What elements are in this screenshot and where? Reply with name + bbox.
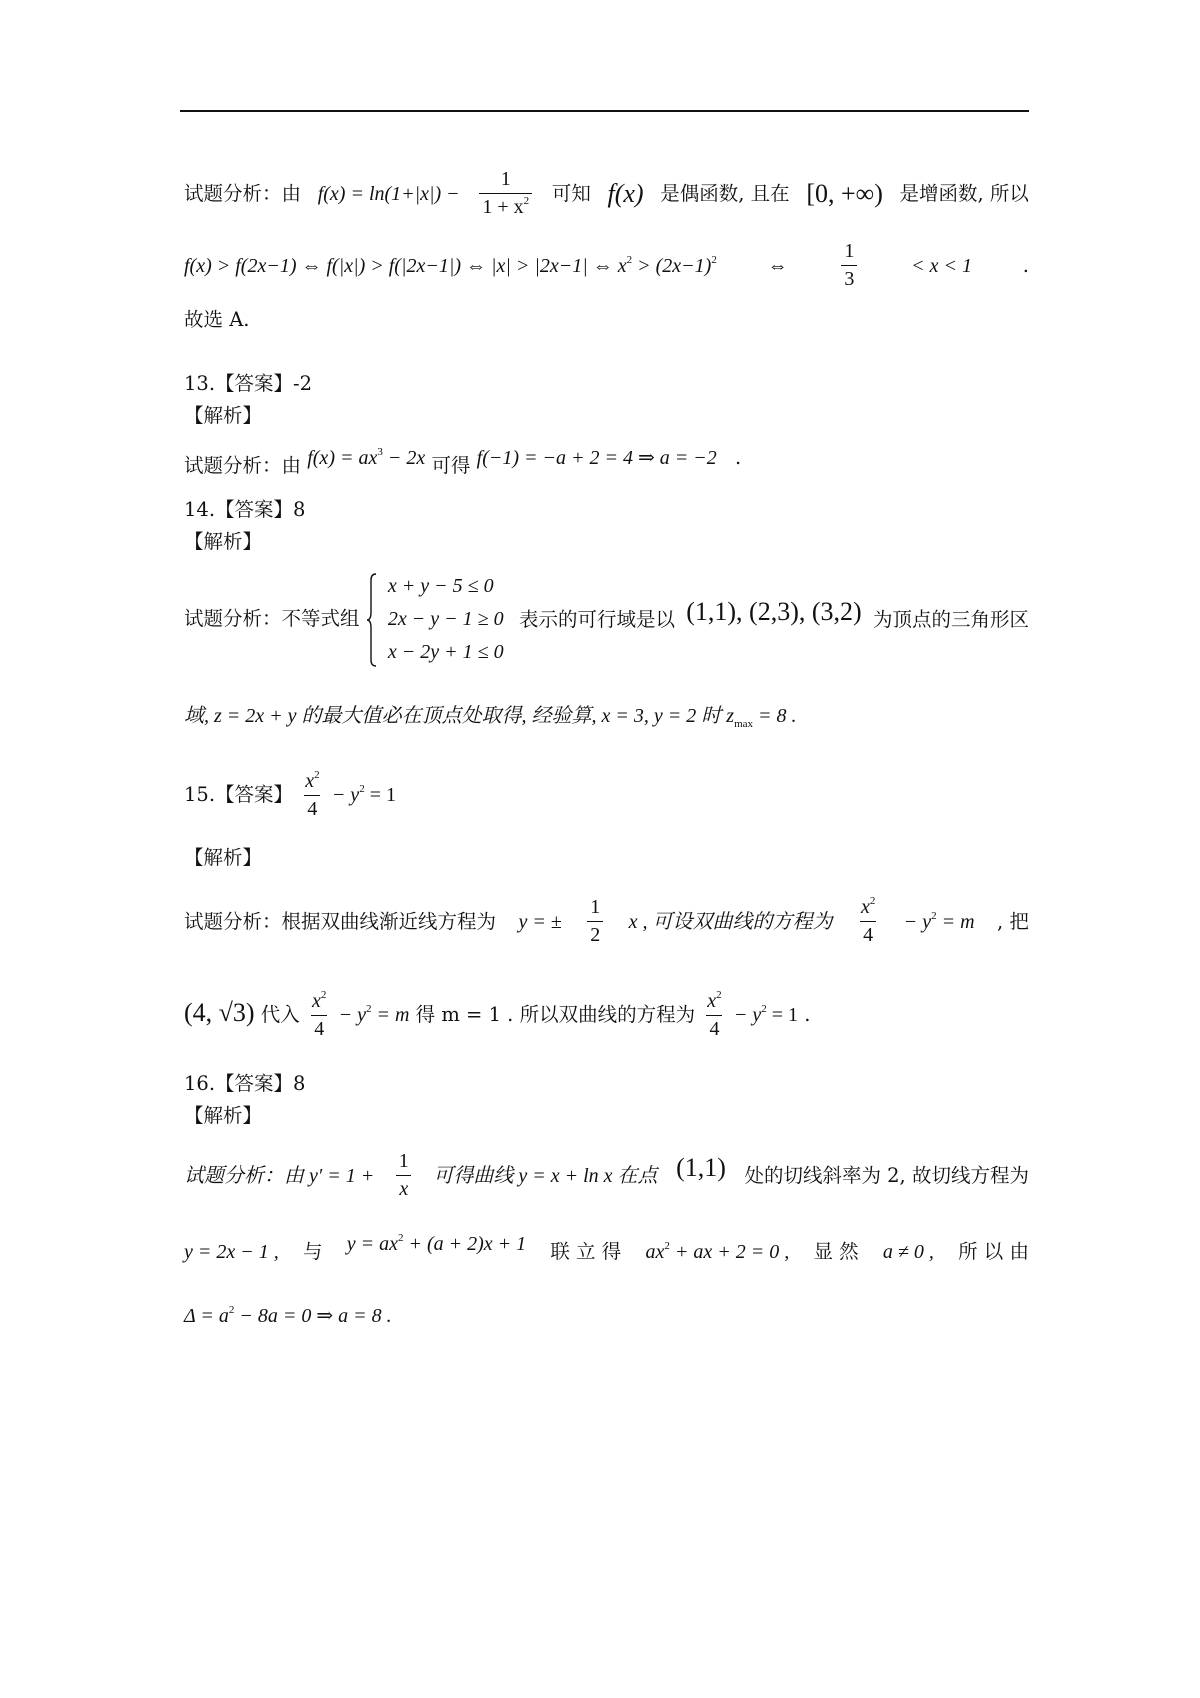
q16-answer-header: 16.【答案】8 <box>184 1072 306 1095</box>
q15-jiexi-label: 【解析】 <box>184 846 263 869</box>
q12-conclusion: 故选 A. <box>184 308 250 331</box>
q12-chain-line: f(x) > f(2x−1) ⇔ f(|x|) > f(|2x−1|) ⇔ |x| > |2x−1| ⇔ $x^2 > (2x-1)^2$ ⇔ $\frac{1}{3}$ < x < 1 . <box>184 240 1029 290</box>
fx-expr: f(x) <box>607 178 644 208</box>
q13-analysis: 试题分析：由 $f(x) = ax^3 - 2x$ 可得 f(−1) = −a + 2 = 4 ⇒ a = −2 . <box>184 446 742 477</box>
q15-analysis-line1: 试题分析：根据双曲线渐近线方程为 y = ± $\frac{1}{2}$ x , 可设双曲线的方程为 $\frac{x^2}{4}$ − $y^2 = m$ , 把 <box>184 895 1029 946</box>
q14-jiexi-label: 【解析】 <box>184 530 263 553</box>
q14-analysis-line2: 域, z = 2x + y 的最大值必在顶点处取得, 经验算, x = 3, y = 2 时 $z_{max} = 8$ . <box>184 705 797 730</box>
q13-jiexi-label: 【解析】 <box>184 404 263 427</box>
q15-analysis-line2: (4, √3) 代入 $\frac{x^2}{4}$ − $y^2 = m$ 得 m = 1 . 所以双曲线的方程为 $\frac{x^2}{4}$ − $y^2 = 1$ . <box>184 989 811 1040</box>
vertex-points: (1,1), (2,3), (3,2) <box>686 596 862 626</box>
left-brace-icon <box>366 572 378 668</box>
header-rule <box>180 110 1029 112</box>
one-third-fraction: $\frac{1}{3}$ <box>841 240 857 291</box>
q16-analysis-line3: $\Delta = a^2 - 8a = 0$ ⇒ a = 8 . <box>184 1304 392 1327</box>
q16-analysis-line2: y = 2x − 1 , 与 $y = ax^2 + (a + 2)x + 1$ 联 立 得 $ax^2$ + ax + 2 = 0 , 显 然 a ≠ 0 , 所 以 由 <box>184 1232 1029 1264</box>
q13-answer-header: 13.【答案】-2 <box>184 372 313 395</box>
inequality-system: x + y − 5 ≤ 0 2x − y − 1 ≥ 0 x − 2y + 1 ≤ 0 <box>387 575 504 663</box>
q12-eq-left: f(x) = ln(1+|x|) − <box>317 182 460 205</box>
q12-fraction: $\frac{1}{1 + x^2}$ <box>479 168 532 219</box>
q15-answer-header: 15.【答案】 $\frac{x^2}{4}$ − $y^2 = 1$ <box>184 769 396 820</box>
q14-answer-header: 14.【答案】8 <box>184 498 306 521</box>
interval: [0, +∞) <box>806 178 883 208</box>
q14-analysis-line1: 试题分析：不等式组 x + y − 5 ≤ 0 2x − y − 1 ≥ 0 x − 2y + 1 ≤ 0 表示的可行域是以 (1,1), (2,3), (3,2) 为顶点的三角形区 <box>184 570 1029 669</box>
q12-analysis-line1: 试题分析：由 f(x) = ln(1+|x|) − $\frac{1}{1 + x^2}$ 可知 f(x) 是偶函数, 且在 [0, +∞) 是增函数, 所以 <box>184 168 1029 218</box>
q16-analysis-line1: 试题分析：由 y′ = 1 + $\frac{1}{x}$ 可得曲线 y = x + ln x 在点 (1,1) 处的切线斜率为 2, 故切线方程为 <box>184 1150 1029 1200</box>
q16-jiexi-label: 【解析】 <box>184 1104 263 1127</box>
analysis-prefix: 试题分析：由 <box>184 181 302 205</box>
